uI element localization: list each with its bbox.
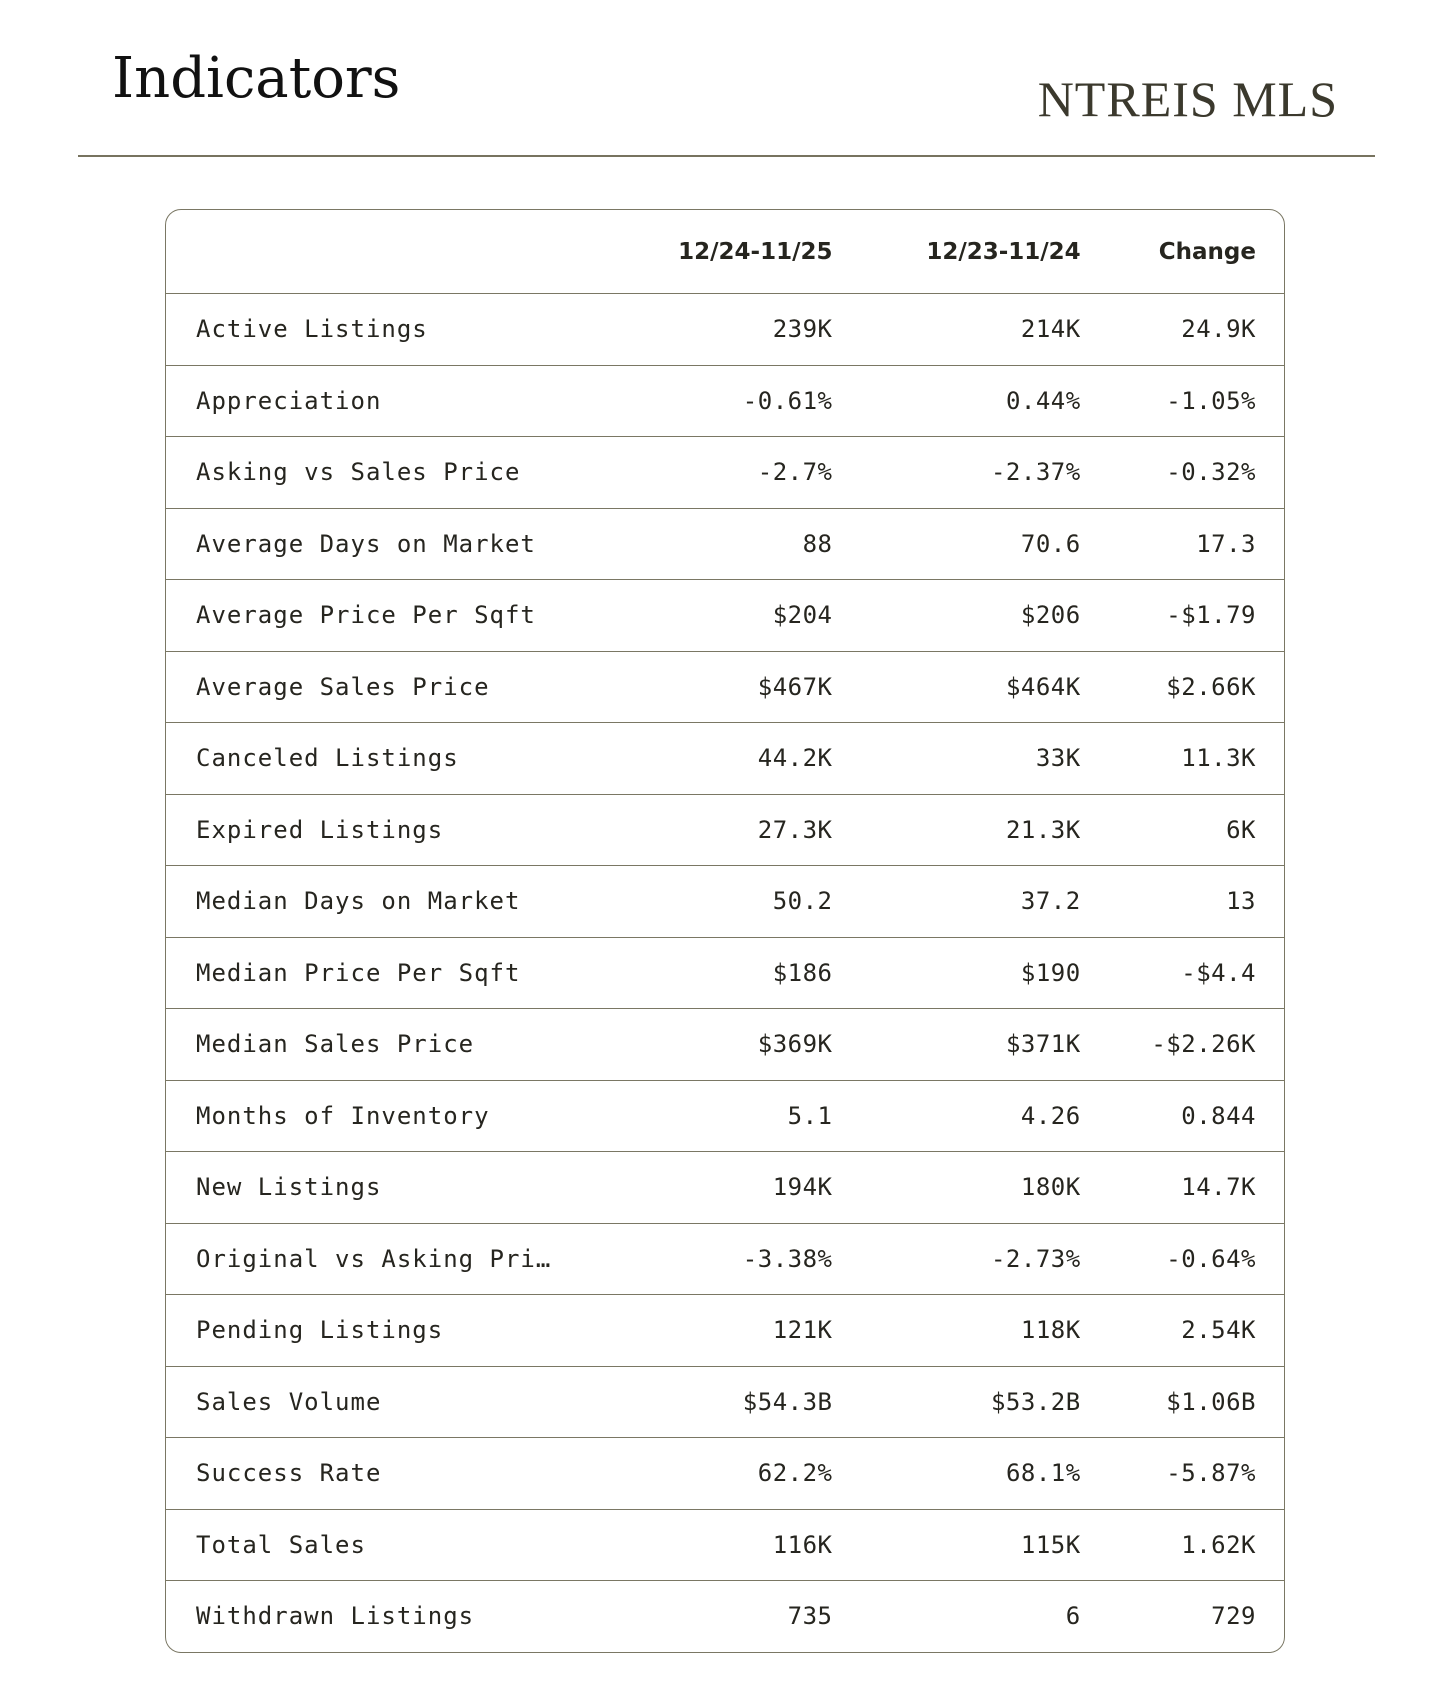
current-period-value: $204 [772,601,833,630]
previous-period-value: 6 [1065,1602,1081,1631]
table-row [166,1295,1284,1367]
indicator-label: Expired Listings [196,815,444,844]
table-row [166,1366,1284,1438]
change-value: 1.62K [1181,1530,1256,1559]
indicator-label: Total Sales [196,1530,366,1559]
previous-period-value: 70.6 [1020,529,1081,558]
table-row [166,1152,1284,1224]
table-row [166,294,1284,366]
current-period-value: 88 [802,529,833,558]
indicator-label: Median Price Per Sqft [196,958,521,987]
current-period-value: 50.2 [772,887,833,916]
change-value: 24.9K [1181,315,1256,344]
previous-period-value: $371K [1005,1030,1081,1059]
table-row [166,1223,1284,1295]
indicator-label: Withdrawn Listings [196,1602,475,1631]
indicator-label: Success Rate [196,1459,382,1488]
previous-period-value: -2.37% [990,458,1081,487]
table-row [166,1581,1284,1652]
indicator-label: New Listings [196,1173,382,1202]
previous-period-value: 33K [1035,744,1081,773]
current-period-value: 116K [772,1530,833,1559]
current-period-value: 194K [772,1173,833,1202]
previous-period-value: $206 [1020,601,1081,630]
table-row [166,866,1284,938]
previous-period-value: $190 [1020,958,1081,987]
change-value: $2.66K [1166,672,1256,701]
change-value: $1.06B [1166,1387,1256,1416]
previous-period-value: $53.2B [990,1387,1081,1416]
change-value: 2.54K [1181,1316,1256,1345]
column-header-previous-period: 12/23-11/24 [926,238,1081,265]
indicator-label: Median Sales Price [196,1030,475,1059]
current-period-value: 239K [772,315,833,344]
indicator-label: Sales Volume [196,1387,382,1416]
change-value: -$1.79 [1166,601,1256,630]
column-header-indicator [166,210,611,294]
current-period-value: 735 [787,1602,833,1631]
table-row [166,1509,1284,1581]
indicator-label: Average Sales Price [196,672,490,701]
table-row [166,437,1284,509]
current-period-value: $369K [757,1030,833,1059]
change-value: 17.3 [1196,529,1256,558]
previous-period-value: -2.73% [990,1244,1081,1273]
change-value: 14.7K [1181,1173,1256,1202]
indicator-label: Canceled Listings [196,744,459,773]
change-value: -5.87% [1166,1459,1256,1488]
change-value: -1.05% [1166,386,1256,415]
previous-period-value: 4.26 [1020,1101,1081,1130]
table-row [166,580,1284,652]
change-value: -0.32% [1166,458,1256,487]
change-value: 729 [1211,1602,1256,1631]
current-period-value: $54.3B [742,1387,833,1416]
current-period-value: -2.7% [757,458,833,487]
current-period-value: 121K [772,1316,833,1345]
indicators-table [165,209,1285,1653]
change-value: 13 [1226,887,1256,916]
previous-period-value: $464K [1005,672,1081,701]
current-period-value: -3.38% [742,1244,833,1273]
indicator-label: Asking vs Sales Price [196,458,521,487]
current-period-value: 62.2% [757,1459,833,1488]
indicator-label: Original vs Asking Pri… [196,1244,552,1273]
previous-period-value: 115K [1020,1530,1081,1559]
change-value: 11.3K [1181,744,1256,773]
current-period-value: 27.3K [757,815,833,844]
table-row [166,937,1284,1009]
table-row [166,723,1284,795]
table-row [166,508,1284,580]
indicator-label: Pending Listings [196,1316,444,1345]
current-period-value: $467K [757,672,833,701]
current-period-value: 44.2K [757,744,833,773]
previous-period-value: 214K [1020,315,1081,344]
current-period-value: $186 [772,958,833,987]
current-period-value: -0.61% [742,386,833,415]
page-title: Indicators [112,46,401,111]
previous-period-value: 21.3K [1005,815,1081,844]
table-row [166,1009,1284,1081]
indicator-label: Months of Inventory [196,1101,490,1130]
previous-period-value: 118K [1020,1316,1081,1345]
header-divider [78,155,1375,157]
indicator-label: Average Days on Market [196,529,536,558]
change-value: -$4.4 [1181,958,1256,987]
table-row [166,365,1284,437]
brand-name: NTREIS MLS [1037,71,1338,127]
previous-period-value: 180K [1020,1173,1081,1202]
current-period-value: 5.1 [787,1101,833,1130]
change-value: 6K [1226,815,1256,844]
column-header-change: Change [1158,238,1256,265]
change-value: -0.64% [1166,1244,1256,1273]
indicator-label: Active Listings [196,315,428,344]
table-header-row [166,210,1284,294]
indicator-label: Median Days on Market [196,887,521,916]
column-header-current-period: 12/24-11/25 [678,238,833,265]
previous-period-value: 68.1% [1005,1459,1081,1488]
table-body [166,294,1284,1652]
change-value: -$2.26K [1151,1030,1256,1059]
previous-period-value: 0.44% [1005,386,1081,415]
previous-period-value: 37.2 [1020,887,1081,916]
table-row [166,1438,1284,1510]
table-row [166,651,1284,723]
change-value: 0.844 [1181,1101,1256,1130]
table-row [166,794,1284,866]
indicator-label: Appreciation [196,386,382,415]
table-row [166,1080,1284,1152]
indicator-label: Average Price Per Sqft [196,601,536,630]
